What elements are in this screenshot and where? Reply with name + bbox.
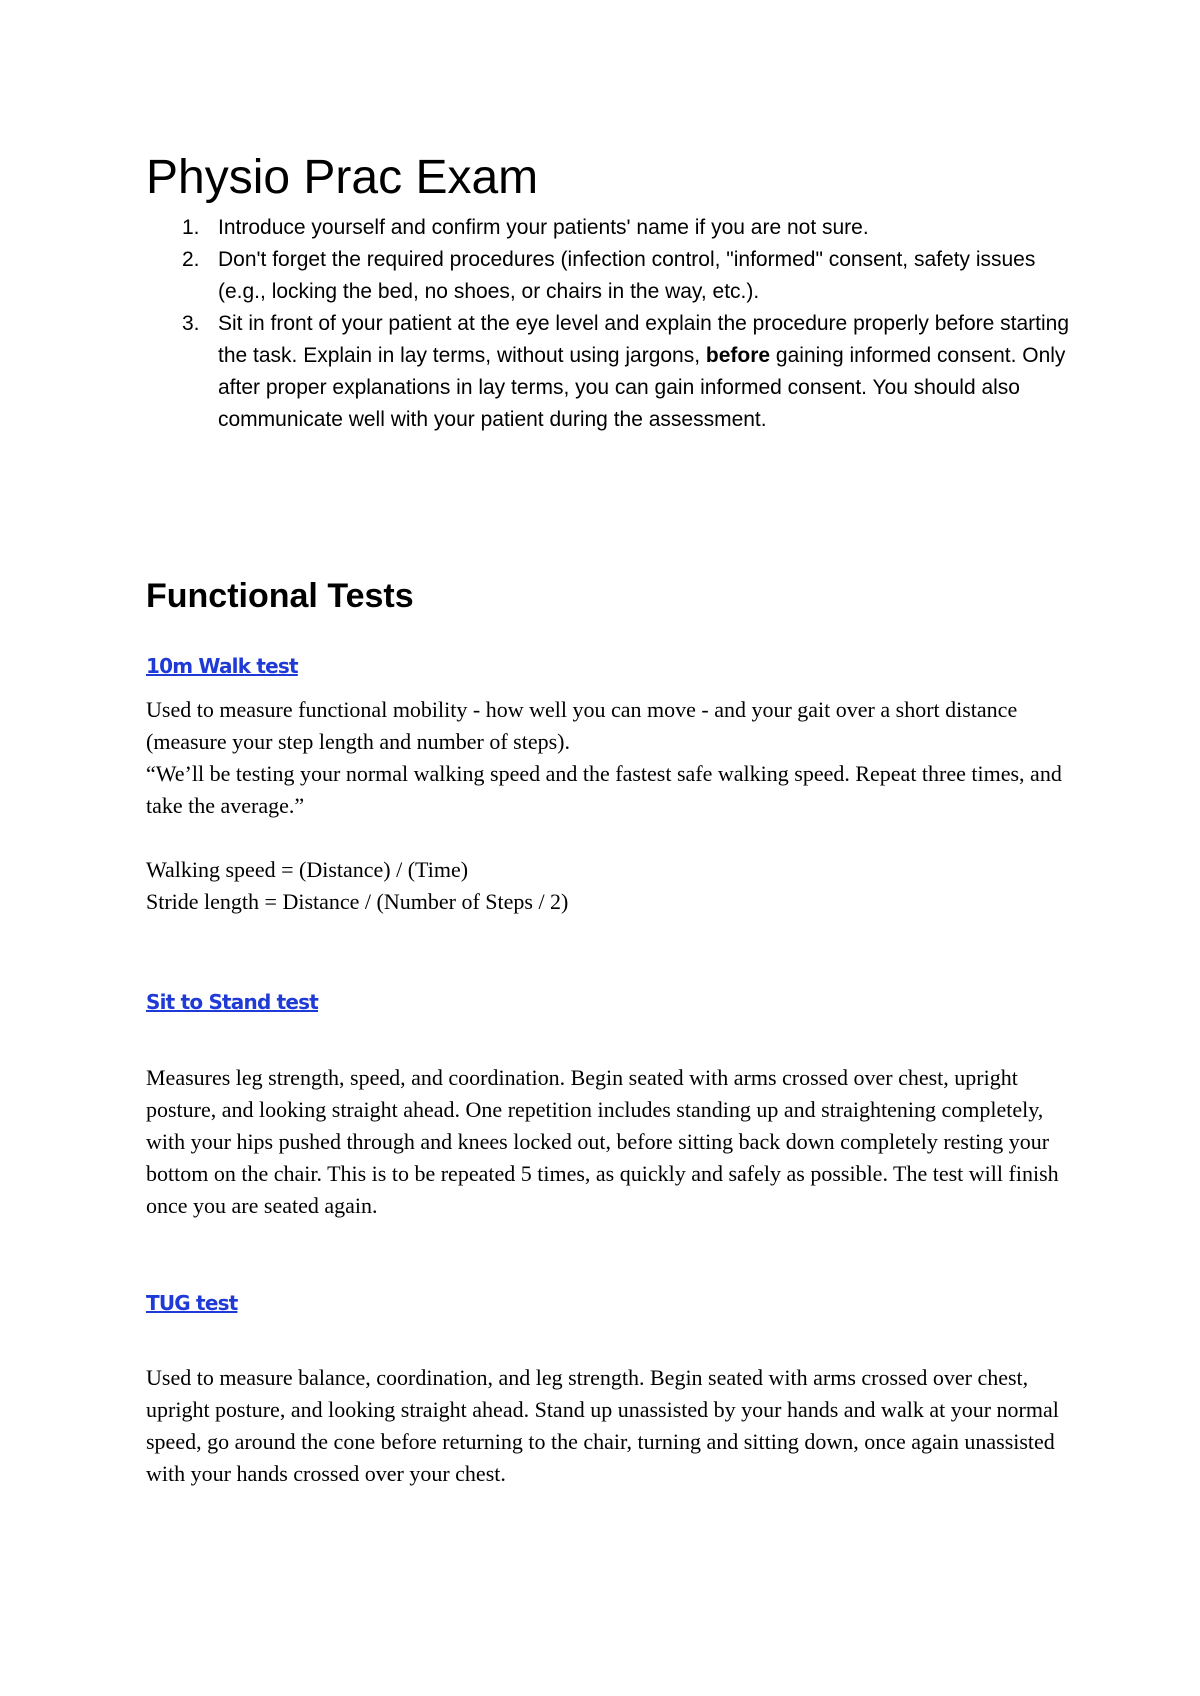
bold-emphasis: before: [705, 344, 771, 367]
walking-speed-formula: Walking speed = (Distance) / (Time): [146, 857, 469, 882]
tug-test-link[interactable]: TUG test: [146, 1291, 238, 1315]
list-number: 3.: [182, 312, 200, 335]
list-item: [146, 212, 1076, 244]
sit-to-stand-description: Measures leg strength, speed, and coordination. Begin seated with arms crossed over chest, upright posture, and looking straight ahead. One repetition includes standing up and straightening completely, with your hips pushed through and knees locked out, before sitting back down completely resting your bottom on the chair. This is to be repeated 5 times, as quickly and safely as possible. The test will finish once you are seated again.: [146, 1065, 1059, 1218]
sit-to-stand-body: [146, 1062, 1086, 1222]
tug-test-description: Used to measure balance, coordination, and leg strength. Begin seated with arms crossed over chest, upright posture, and looking straight ahead. Stand up unassisted by your hands and walk at your normal speed, go around the cone before returning to the chair, turning and sitting down, once again unassisted with your hands crossed over your chest.: [146, 1365, 1059, 1486]
list-item: [146, 244, 1076, 308]
list-item: [146, 308, 1076, 436]
list-item-text-start: Sit in front of your patient at the eye level and explain the procedure properly before starting the task. Explain in lay terms, without using jargons,: [218, 312, 1070, 367]
list-item-text: Don't forget the required procedures (infection control, "informed" consent, safety issues (e.g., locking the bed, no shoes, or chairs in the way, etc.).: [218, 248, 1036, 303]
walk-test-body: [146, 694, 1086, 918]
section-heading: Functional Tests: [146, 577, 414, 615]
list-item-text-end: gaining informed consent. Only after proper explanations in lay terms, you can gain informed consent. You should also communicate well with your patient during the assessment.: [218, 344, 1066, 431]
list-number: 2.: [182, 248, 200, 271]
list-item-text: Introduce yourself and confirm your patients' name if you are not sure.: [218, 216, 869, 239]
document-title: Physio Prac Exam: [146, 151, 539, 204]
intro-list: [146, 212, 1076, 436]
stride-length-formula: Stride length = Distance / (Number of Steps / 2): [146, 889, 569, 914]
walk-test-link[interactable]: 10m Walk test: [146, 654, 298, 678]
sit-to-stand-link[interactable]: Sit to Stand test: [146, 990, 319, 1014]
walk-test-description: Used to measure functional mobility - how well you can move - and your gait over a short distance (measure your step length and number of steps).: [146, 697, 1018, 754]
spacer: [146, 822, 1086, 854]
walk-test-quote: “We’ll be testing your normal walking speed and the fastest safe walking speed. Repeat three times, and take the average.”: [146, 761, 1062, 818]
list-number: 1.: [182, 216, 200, 239]
tug-test-body: [146, 1362, 1086, 1490]
